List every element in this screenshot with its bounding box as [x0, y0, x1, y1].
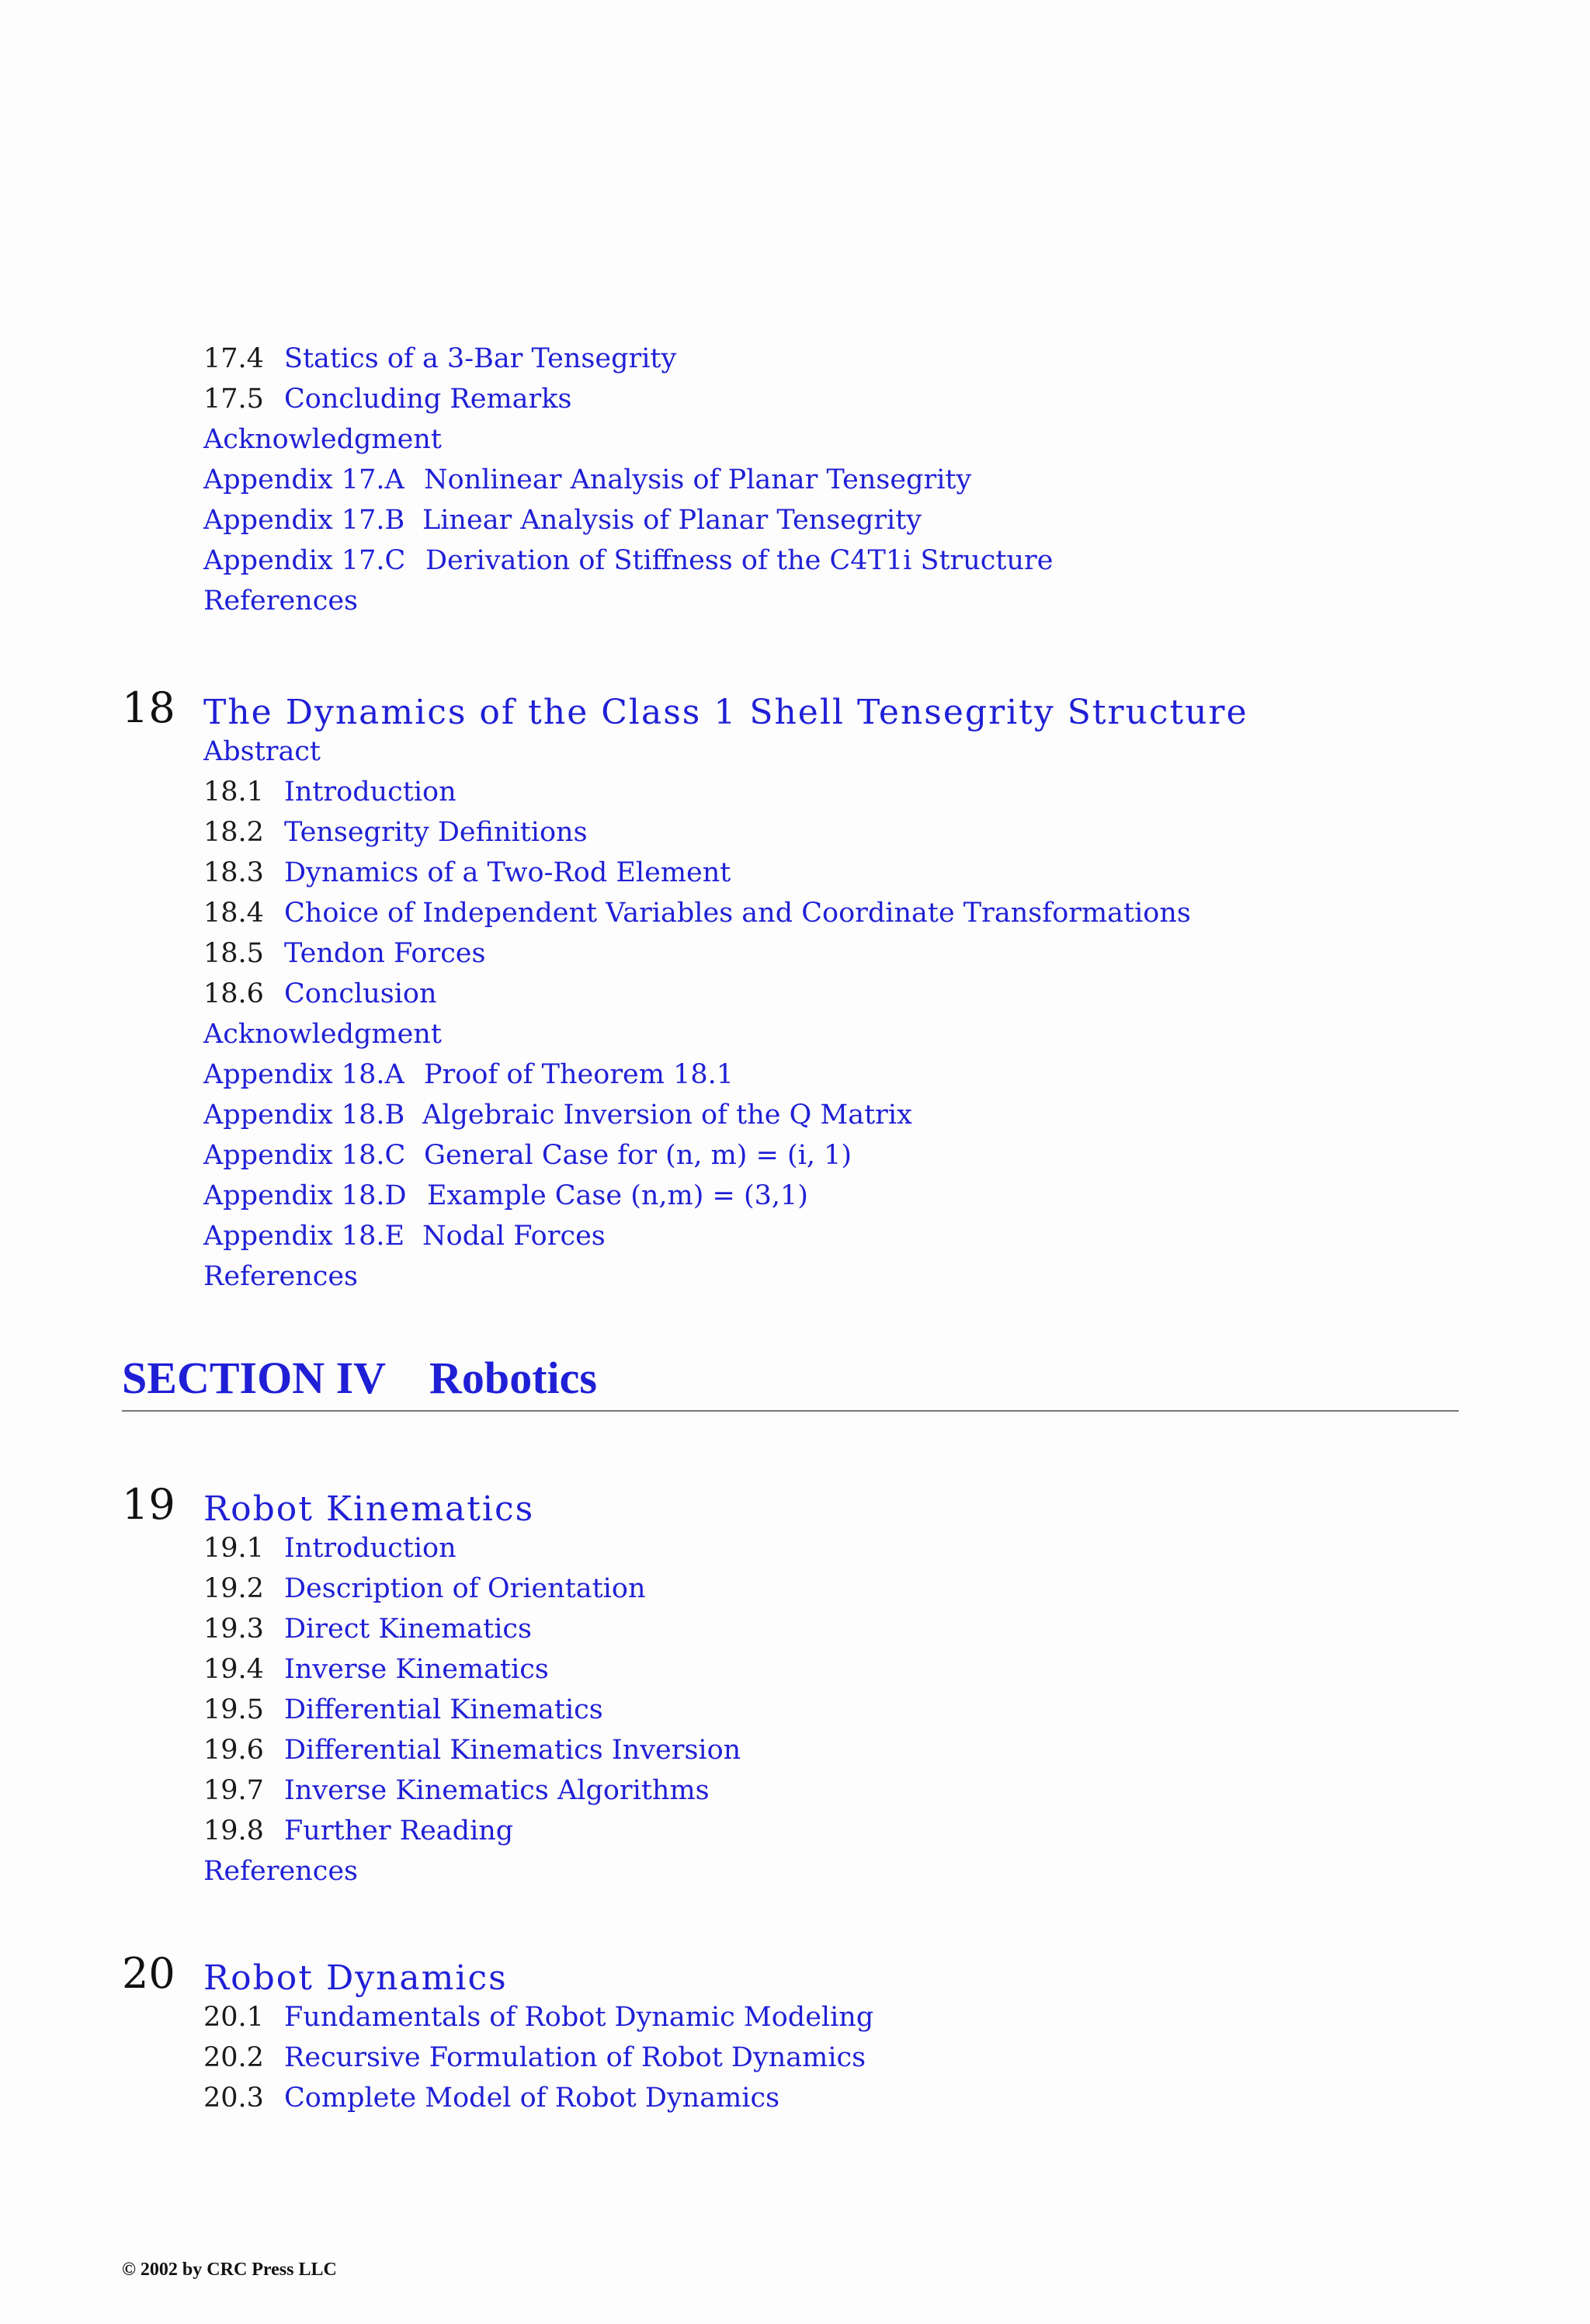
toc-entry[interactable] — [0, 2078, 1590, 2118]
section-link[interactable]: Description of Orientation — [284, 1573, 646, 1604]
references-link[interactable]: References — [203, 1856, 358, 1887]
toc-entry[interactable] — [0, 1811, 1590, 1851]
toc-entry[interactable] — [0, 1851, 1590, 1892]
ch18-toc-block — [0, 731, 1590, 1297]
toc-entry[interactable] — [0, 731, 1590, 772]
section-divider — [122, 1410, 1459, 1412]
toc-entry[interactable] — [0, 1176, 1590, 1216]
chapter-number: 19 — [122, 1480, 175, 1529]
section-number: 19.8 — [203, 1815, 264, 1846]
section-link[interactable]: Differential Kinematics — [284, 1694, 603, 1725]
toc-entry[interactable] — [0, 1528, 1590, 1568]
section-number: 19.3 — [203, 1614, 264, 1645]
chapter-title-link[interactable]: Robot Dynamics — [203, 1958, 508, 1998]
section-number: 18.1 — [203, 776, 264, 808]
chapter-number: 18 — [122, 683, 175, 732]
section-link[interactable]: Recursive Formulation of Robot Dynamics — [284, 2042, 866, 2073]
section-number: 18.5 — [203, 938, 264, 969]
appendix-link[interactable]: Derivation of Stiffness of the C4T1i Structure — [425, 545, 1054, 576]
section-number: 17.5 — [203, 384, 264, 415]
toc-entry[interactable] — [0, 853, 1590, 893]
section-number: 18.6 — [203, 978, 264, 1009]
appendix-label[interactable]: Appendix 17.B — [203, 505, 405, 536]
toc-entry[interactable] — [0, 933, 1590, 974]
appendix-link[interactable]: Example Case (n,m) = (3,1) — [427, 1180, 808, 1211]
toc-entry[interactable] — [0, 1135, 1590, 1176]
chapter-heading[interactable] — [0, 1482, 1590, 1528]
acknowledgment-link[interactable]: Acknowledgment — [203, 1019, 442, 1050]
toc-entry[interactable] — [0, 1216, 1590, 1256]
chapter-heading[interactable] — [0, 685, 1590, 731]
toc-entry[interactable] — [0, 1095, 1590, 1135]
section-number: 20.1 — [203, 2002, 264, 2033]
toc-entry[interactable] — [0, 1770, 1590, 1811]
appendix-link[interactable]: General Case for (n, m) = (i, 1) — [424, 1140, 852, 1171]
section-link[interactable]: Statics of a 3-Bar Tensegrity — [284, 343, 677, 374]
toc-entry[interactable] — [0, 2037, 1590, 2078]
section-number: 17.4 — [203, 343, 264, 374]
appendix-link[interactable]: Nonlinear Analysis of Planar Tensegrity — [424, 464, 972, 495]
toc-entry[interactable] — [0, 1568, 1590, 1609]
copyright-footer: © 2002 by CRC Press LLC — [122, 2260, 337, 2280]
appendix-link[interactable]: Linear Analysis of Planar Tensegrity — [422, 505, 922, 536]
section-number: 19.5 — [203, 1694, 264, 1725]
section-title-link[interactable]: Robotics — [429, 1353, 597, 1403]
section-link[interactable]: Tensegrity Definitions — [284, 817, 588, 848]
toc-entry[interactable] — [0, 1256, 1590, 1297]
section-number: 18.2 — [203, 817, 264, 848]
toc-entry[interactable] — [0, 1609, 1590, 1649]
appendix-label[interactable]: Appendix 18.A — [203, 1059, 404, 1090]
toc-entry[interactable] — [0, 581, 1590, 621]
toc-entry[interactable] — [0, 1054, 1590, 1095]
section-link[interactable]: Direct Kinematics — [284, 1614, 532, 1645]
section-link[interactable]: Differential Kinematics Inversion — [284, 1735, 741, 1766]
section-link[interactable]: Fundamentals of Robot Dynamic Modeling — [284, 2002, 874, 2033]
section-number: 19.7 — [203, 1775, 264, 1806]
toc-entry[interactable] — [0, 1014, 1590, 1054]
section-number: 20.2 — [203, 2042, 264, 2073]
toc-entry[interactable] — [0, 379, 1590, 419]
section-number: 19.1 — [203, 1533, 264, 1564]
appendix-link[interactable]: Nodal Forces — [422, 1221, 606, 1252]
section-link[interactable]: Tendon Forces — [284, 938, 486, 969]
appendix-label[interactable]: Appendix 18.C — [203, 1140, 406, 1171]
toc-entry[interactable] — [0, 1997, 1590, 2037]
toc-entry[interactable] — [0, 460, 1590, 500]
abstract-link[interactable]: Abstract — [203, 736, 321, 767]
chapter-title-link[interactable]: The Dynamics of the Class 1 Shell Tensegrity Structure — [203, 693, 1248, 732]
section-number: 18.3 — [203, 857, 264, 888]
toc-entry[interactable] — [0, 339, 1590, 379]
section-number: 19.2 — [203, 1573, 264, 1604]
toc-entry[interactable] — [0, 812, 1590, 853]
section-link[interactable]: Inverse Kinematics Algorithms — [284, 1775, 710, 1806]
appendix-link[interactable]: Proof of Theorem 18.1 — [424, 1059, 734, 1090]
toc-entry[interactable] — [0, 419, 1590, 460]
appendix-label[interactable]: Appendix 18.B — [203, 1099, 405, 1131]
toc-entry[interactable] — [0, 893, 1590, 933]
section-link[interactable]: Complete Model of Robot Dynamics — [284, 2083, 780, 2114]
appendix-label[interactable]: Appendix 18.E — [203, 1221, 405, 1252]
section-number: 18.4 — [203, 898, 264, 929]
section-number: 19.6 — [203, 1735, 264, 1766]
section-label: SECTION IV — [122, 1353, 387, 1403]
toc-entry[interactable] — [0, 540, 1590, 581]
section-link[interactable]: Further Reading — [284, 1815, 514, 1846]
acknowledgment-link[interactable]: Acknowledgment — [203, 424, 442, 455]
toc-entry[interactable] — [0, 772, 1590, 812]
references-link[interactable]: References — [203, 585, 358, 617]
ch20-toc-block — [0, 1997, 1590, 2118]
ch19-toc-block — [0, 1528, 1590, 1892]
section-link[interactable]: Inverse Kinematics — [284, 1654, 549, 1685]
section-link[interactable]: Introduction — [284, 776, 457, 808]
section-link[interactable]: Introduction — [284, 1533, 457, 1564]
chapter-heading[interactable] — [0, 1951, 1590, 1997]
section-heading[interactable] — [122, 1351, 597, 1405]
chapter-title-link[interactable]: Robot Kinematics — [203, 1489, 535, 1529]
section-link[interactable]: Dynamics of a Two-Rod Element — [284, 857, 731, 888]
toc-entry[interactable] — [0, 1730, 1590, 1770]
section-link[interactable]: Choice of Independent Variables and Coordinate Transformations — [284, 898, 1191, 929]
appendix-link[interactable]: Algebraic Inversion of the Q Matrix — [422, 1099, 912, 1131]
section-number: 20.3 — [203, 2083, 264, 2114]
section-link[interactable]: Concluding Remarks — [284, 384, 572, 415]
appendix-label[interactable]: Appendix 17.A — [203, 464, 404, 495]
toc-entry[interactable] — [0, 1690, 1590, 1730]
references-link[interactable]: References — [203, 1261, 358, 1292]
ch17-toc-block — [0, 339, 1590, 621]
section-number: 19.4 — [203, 1654, 264, 1685]
appendix-label[interactable]: Appendix 18.D — [203, 1180, 407, 1211]
chapter-number: 20 — [122, 1949, 175, 1998]
section-link[interactable]: Conclusion — [284, 978, 437, 1009]
toc-entry[interactable] — [0, 1649, 1590, 1690]
toc-entry[interactable] — [0, 500, 1590, 540]
appendix-label[interactable]: Appendix 17.C — [203, 545, 406, 576]
toc-entry[interactable] — [0, 974, 1590, 1014]
